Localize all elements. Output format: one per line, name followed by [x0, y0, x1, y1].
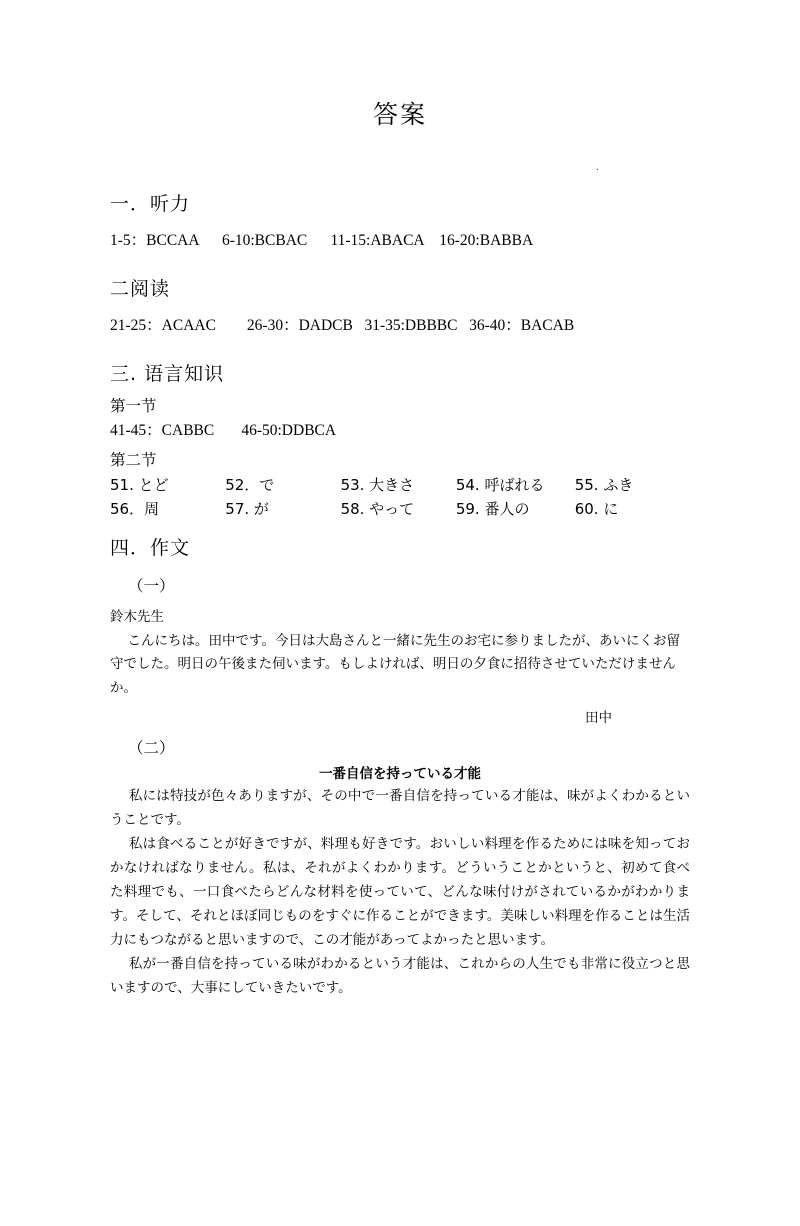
fill-answer-56: 56．周: [110, 500, 160, 518]
essay-paragraph: 私には特技が色々ありますが、その中で一番自信を持っている才能は、味がよくわかるということです。: [110, 788, 690, 829]
section-heading-language: 三. 语言知识: [110, 363, 225, 385]
fill-answer-51: 51. とど: [110, 476, 169, 494]
fill-answer-59: 59. 番人の: [455, 500, 530, 518]
language-part1-answers: 41-45：CABBC 46-50:DDBCA: [110, 422, 337, 439]
language-part2-answers: [110, 474, 690, 519]
section-heading-listening: 一．听力: [110, 193, 191, 215]
corner-dot-mark: .: [596, 161, 599, 173]
language-part2-label: 第二节: [110, 451, 157, 469]
document-page: [0, 95, 800, 1226]
fill-row: [110, 498, 690, 519]
essay-body: [110, 784, 690, 1000]
fill-answer-58: 58. やって: [340, 500, 415, 518]
listening-answers: 1-5：BCCAA 6-10:BCBAC 11-15:ABACA 16-20:BABBA: [110, 232, 534, 249]
reading-answers: 21-25：ACAAC 26-30：DADCB 31-35:DBBBC 36-40：BACAB: [110, 317, 575, 334]
fill-answer-60: 60. に: [574, 500, 619, 518]
fill-row: [110, 474, 690, 495]
fill-answer-53: 53. 大きさ: [340, 476, 415, 494]
writing-part-one-label: （一）: [128, 577, 175, 595]
essay-paragraph: 私が一番自信を持っている味がわかるという才能は、これからの人生でも非常に役立つと思いますので、大事にしていきたいです。: [110, 956, 690, 997]
writing-part-two-label: （二）: [128, 739, 175, 758]
essay-paragraph: 私は食べることが好きですが、料理も好きです。おいしい料理を作るためには味を知っておかなければなりません。私は、それがよくわかります。どういうことかというと、初めて食べた料理でも、一口食べたらどんな材料を使っていて、どんな味付けがされているかがわかります。そして、それとほぼ同じものをすぐに作ることができます。美味しい料理を作ることは生活力にもつながると思いますので、この才能があってよかったと思います。: [110, 836, 690, 949]
letter-body: こんにちは。田中です。今日は大島さんと一緒に先生のお宅に参りましたが、あいにくお留守でした。明日の午後また伺います。もしよければ、明日の夕食に招待させていただけませんか。: [110, 632, 680, 696]
fill-answer-52: 52．で: [225, 476, 275, 494]
section-heading-writing: 四．作文: [110, 537, 191, 559]
page-title: 答案: [372, 100, 427, 129]
fill-answer-54: 54. 呼ばれる: [455, 476, 545, 494]
writing-part-one-letter: [110, 606, 690, 730]
essay-title: 一番自信を持っている才能: [319, 766, 481, 783]
letter-recipient: 鈴木先生: [110, 609, 164, 625]
fill-answer-55: 55. ふき: [574, 476, 634, 494]
fill-answer-57: 57. が: [225, 500, 269, 518]
letter-signature: 田中: [585, 709, 612, 726]
language-part1-label: 第一节: [110, 397, 157, 415]
section-heading-reading: 二阅读: [110, 278, 171, 300]
